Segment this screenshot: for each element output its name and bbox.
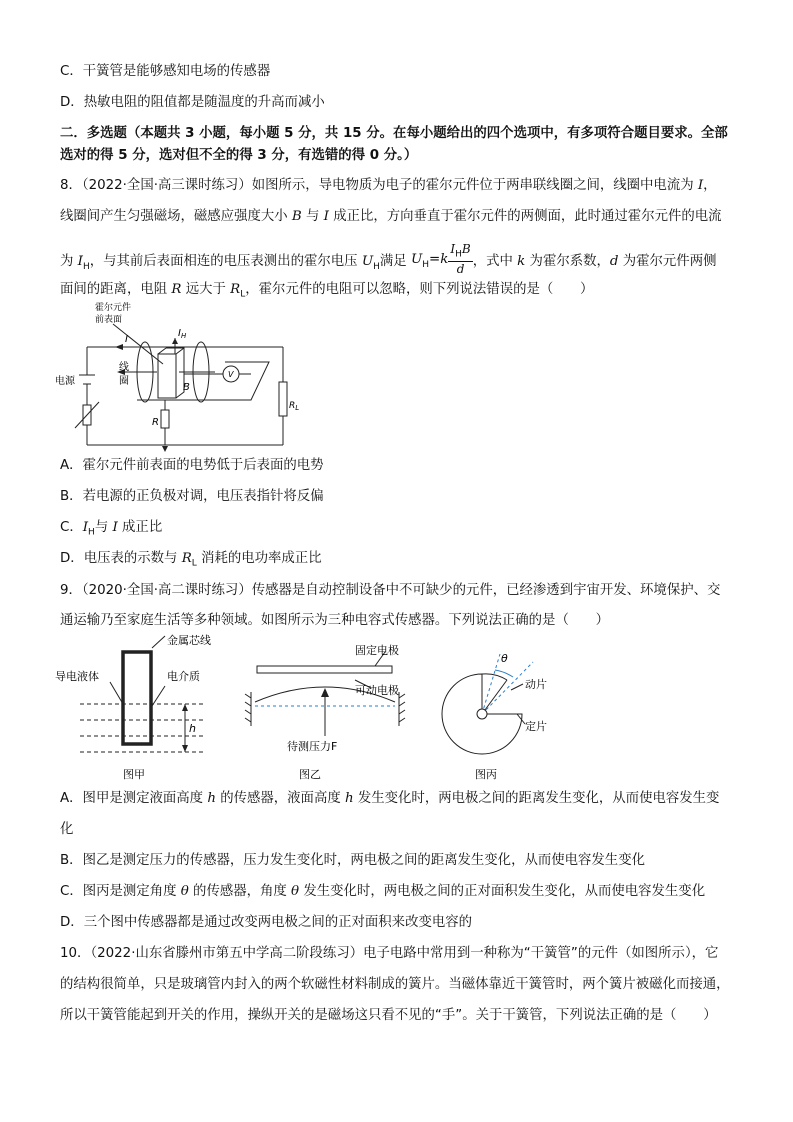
field-B-label: B	[183, 382, 190, 393]
current-IH-label: $I_H$	[178, 328, 187, 340]
metal-core-label: 金属芯线	[167, 634, 211, 647]
section-heading-line2: 选对的得 5 分，选对但不全的得 3 分，有选错的得 0 分。）	[60, 148, 418, 163]
q10-line2: 的结构很简单，只是玻璃管内封入的两个软磁性材料制成的簧片。当磁体靠近干簧管时，两个簧片被磁化而接通，	[60, 977, 730, 992]
conductive-liquid-label: 导电液体	[55, 670, 99, 683]
resistor-R-label: R	[152, 417, 159, 428]
q7-option-d: D．热敏电阻的阻值都是随温度的升高而减小	[60, 95, 325, 110]
figure-yi-caption: 图乙	[299, 768, 321, 781]
q9-line1: 9．（2020·全国·高二课时练习）传感器是自动控制设备中不可缺少的元件，已经渗透到宇宙开发、环境保护、交	[60, 583, 721, 598]
resistor-RL-label: $R_L$	[289, 401, 300, 412]
power-source-label: 电源	[55, 376, 75, 387]
q8-option-a: A．霍尔元件前表面的电势低于后表面的电势	[60, 458, 324, 473]
q9-option-c: C．图丙是测定角度 θ 的传感器，角度 θ 发生变化时，两电极之间的正对面积发生变化，从而使电容发生变化	[60, 884, 706, 899]
current-I-label: I	[125, 334, 128, 345]
figure-jia-caption: 图甲	[123, 768, 145, 781]
coil-label-1: 线	[119, 362, 129, 373]
coil-label-2: 圈	[119, 376, 129, 387]
figure-bing-caption: 图丙	[475, 768, 497, 781]
front-surface-label: 前表面	[95, 315, 123, 325]
q10-line3: 所以干簧管能起到开关的作用，操纵开关的是磁场这只看不见的“手”。关于干簧管，下列说法正确的是（ ）	[60, 1008, 717, 1023]
q9-option-a-line1: A．图甲是测定液面高度 h 的传感器，液面高度 h 发生变化时，两电极之间的距离发生变化，从而使电容发生变	[60, 791, 720, 806]
hall-formula: $U_H=k$ $I_HB$ d	[410, 242, 471, 277]
q7-option-c: C．干簧管是能够感知电场的传感器	[60, 64, 271, 79]
q10-line1: 10．（2022·山东省滕州市第五中学高二阶段练习）电子电路中常用到一种称为“干簧管”的元件（如图所示），它	[60, 946, 719, 961]
q8-option-c: C．$I_H$与 I 成正比	[60, 520, 163, 538]
moving-plate-label: 动片	[525, 678, 547, 691]
dielectric-label: 电介质	[167, 670, 200, 683]
angle-theta-label: θ	[501, 652, 508, 665]
q8-line3: 为 $I_H$，与其前后表面相连的电压表测出的霍尔电压 $U_H$满足 $U_H=k$ $I_HB$ d ，式中 k 为霍尔系数，d 为霍尔元件两侧	[60, 242, 717, 277]
q8-line2: 线圈间产生匀强磁场，磁感应强度大小 B 与 I 成正比，方向垂直于霍尔元件的两侧面，此时通过霍尔元件的电流	[60, 209, 722, 224]
q8-option-b: B．若电源的正负极对调，电压表指针将反偏	[60, 489, 324, 504]
q9-option-b: B．图乙是测定压力的传感器，压力发生变化时，两电极之间的距离发生变化，从而使电容发生变化	[60, 853, 645, 868]
voltmeter-label: V	[228, 370, 234, 379]
q9-option-a-line2: 化	[60, 822, 74, 837]
section-heading-line1: 二．多选题（本题共 3 小题，每小题 5 分，共 15 分。在每小题给出的四个选项中，有多项符合题目要求。全部	[60, 126, 728, 141]
q8-line4: 面间的距离，电阻 R 远大于 $R_L$，霍尔元件的电阻可以忽略，则下列说法错误的是（ ）	[60, 282, 594, 300]
hall-element-label: 霍尔元件	[95, 303, 132, 313]
movable-electrode-label: 可动电极	[355, 684, 399, 697]
q9-line2: 通运输乃至家庭生活等多种领域。如图所示为三种电容式传感器。下列说法正确的是（ ）	[60, 613, 610, 628]
measured-force-label: 待测压力F	[287, 740, 338, 753]
fixed-electrode-label: 固定电极	[355, 644, 399, 657]
q9-option-d: D．三个图中传感器都是通过改变两电极之间的正对面积来改变电容的	[60, 915, 473, 930]
q8-option-d: D．电压表的示数与 $R_L$ 消耗的电功率成正比	[60, 551, 322, 569]
capacitive-sensors-figure	[55, 632, 755, 784]
fixed-plate-label: 定片	[525, 720, 547, 733]
hall-circuit-figure	[55, 300, 305, 455]
height-h-label: h	[189, 722, 196, 735]
q8-line1: 8．（2022·全国·高三课时练习）如图所示，导电物质为电子的霍尔元件位于两串联线圈之间，线圈中电流为 I，	[60, 178, 717, 193]
